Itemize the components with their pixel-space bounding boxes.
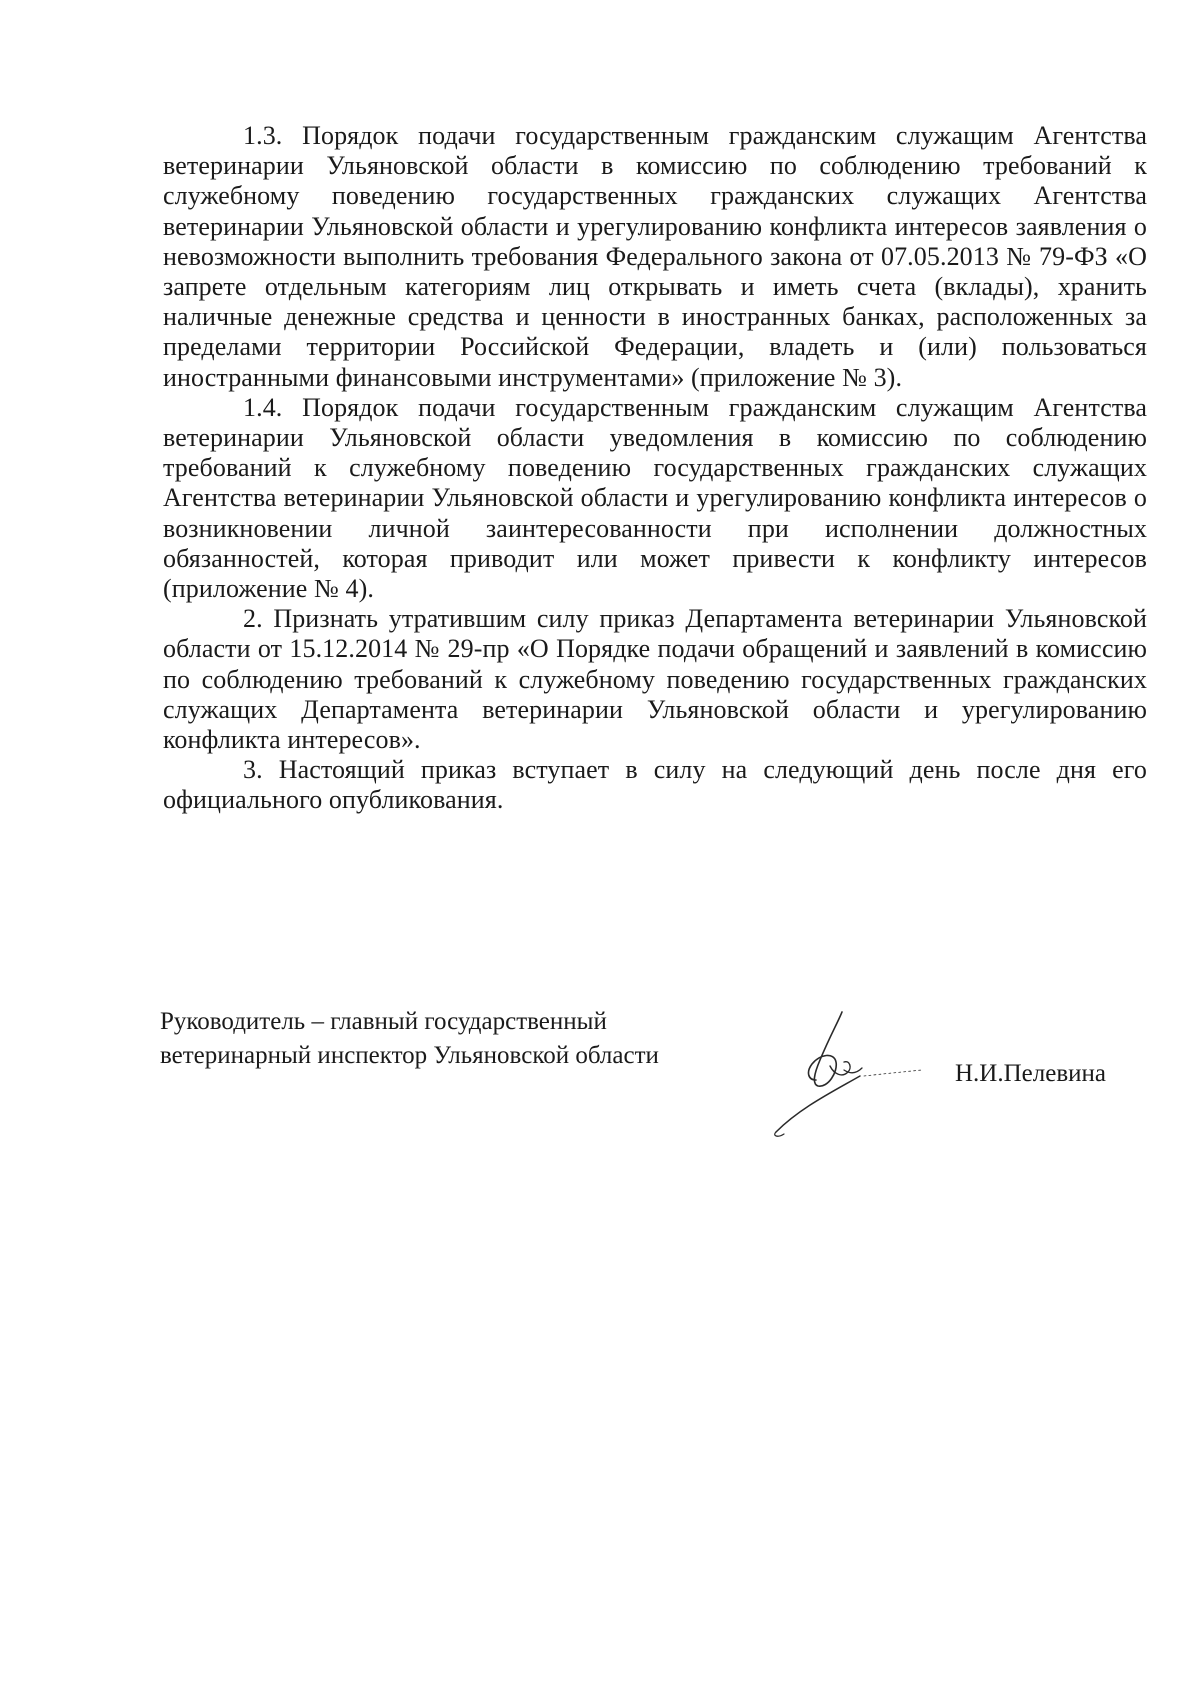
paragraph-1-4: 1.4. Порядок подачи государственным гражданским служащим Агентства ветеринарии Ульяновской области уведомления в комиссию по соблюдению требований к служебному поведению государственных гражданских служащих Агентства ветеринарии Ульяновской области и урегулированию конфликта интересов о возникновении личной заинтересованности при исполнении должностных обязанностей, которая приводит или может привести к конфликту интересов (приложение № 4). [163,392,1147,604]
position-line-2: ветеринарный инспектор Ульяновской области [160,1042,659,1069]
signatory-position [160,1005,659,1073]
paragraph-2: 2. Признать утратившим силу приказ Департамента ветеринарии Ульяновской области от 15.12.2014 № 29-пр «О Порядке подачи обращений и заявлений в комиссию по соблюдению требований к служебному поведению государственных гражданских служащих Департамента ветеринарии Ульяновской области и урегулированию конфликта интересов». [163,604,1147,755]
handwritten-signature [772,1008,952,1138]
signer-name: Н.И.Пелевина [955,1060,1106,1087]
position-line-1: Руководитель – главный государственный [160,1008,607,1035]
paragraph-1-3: 1.3. Порядок подачи государственным гражданским служащим Агентства ветеринарии Ульяновской области в комиссию по соблюдению требований к служебному поведению государственных гражданских служащих Агентства ветеринарии Ульяновской области и урегулированию конфликта интересов заявления о невозможности выполнить требования Федерального закона от 07.05.2013 № 79-ФЗ «О запрете отдельным категориям лиц открывать и иметь счета (вклады), хранить наличные денежные средства и ценности в иностранных банках, расположенных за пределами территории Российской Федерации, владеть и (или) пользоваться иностранными финансовыми инструментами» (приложение № 3). [163,121,1147,392]
paragraph-3: 3. Настоящий приказ вступает в силу на следующий день после дня его официального опубликования. [163,755,1147,815]
document-body [163,121,1147,816]
